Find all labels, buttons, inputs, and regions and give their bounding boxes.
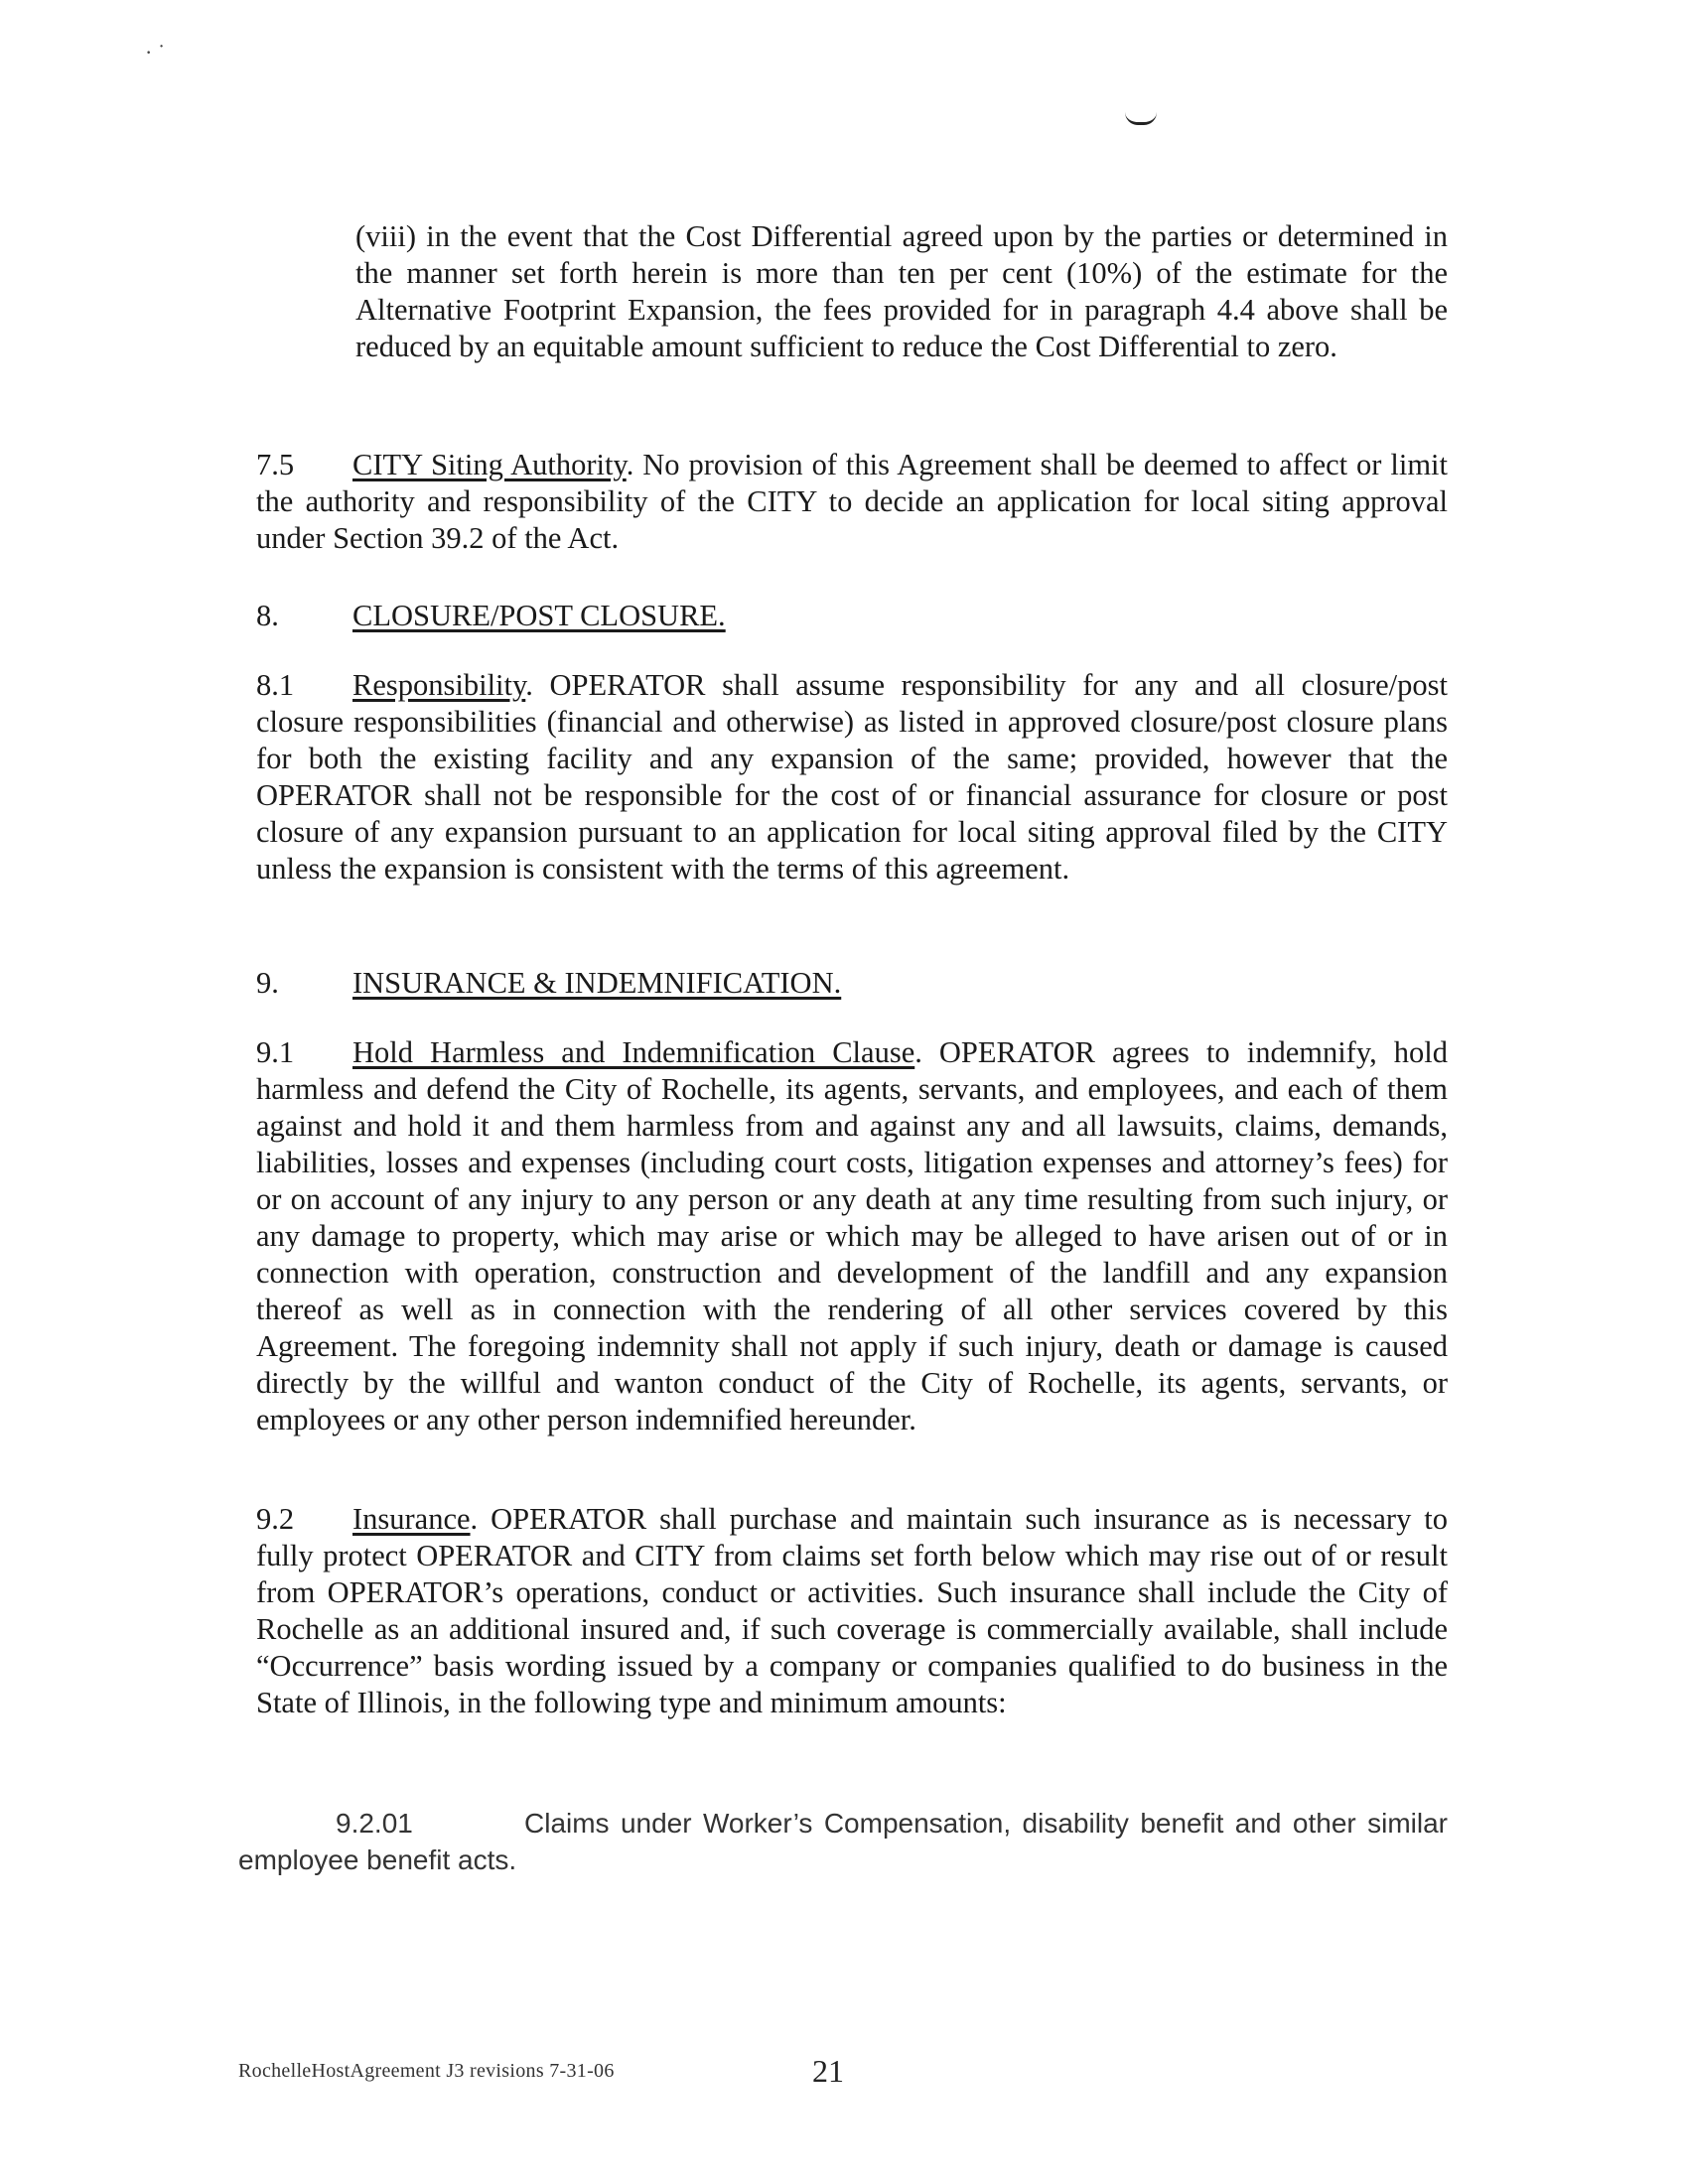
section-number: 9.2.01 (336, 1808, 413, 1839)
section-number: 8.1 (256, 668, 295, 702)
section-body: Claims under Worker’s Compensation, disability benefit and other similar employee benefit acts. (238, 1808, 1448, 1875)
page-number: 21 (812, 2053, 844, 2089)
section-number: 7.5 (256, 448, 295, 481)
section-title: CITY Siting Authority (352, 448, 627, 481)
section-title: CLOSURE/POST CLOSURE. (352, 599, 726, 632)
section-body: . OPERATOR shall purchase and maintain such insurance as is necessary to fully protect OPERATOR and CITY from claims set forth below which may rise out of or result from OPERATOR’s operations, conduct or activities. Such insurance shall include the City of Rochelle as an additional insured and, if such coverage is commercially available, shall include “Occurrence” basis wording issued by a company or companies qualified to do business in the State of Illinois, in the following type and minimum amounts: (256, 1502, 1448, 1719)
section-number: 8. (256, 599, 279, 632)
section-number: 9.2 (256, 1502, 295, 1536)
section-8-heading (256, 598, 1448, 634)
section-number: 9.1 (256, 1035, 295, 1069)
section-title: Responsibility (352, 668, 526, 702)
section-title: Insurance (352, 1502, 471, 1536)
section-9-2 (256, 1501, 1448, 1721)
section-title: INSURANCE & INDEMNIFICATION. (352, 966, 842, 1000)
section-7-5 (256, 447, 1448, 557)
section-9-1 (256, 1034, 1448, 1438)
section-title: Hold Harmless and Indemnification Clause (352, 1035, 915, 1069)
section-body: . OPERATOR agrees to indemnify, hold harmless and defend the City of Rochelle, its agents, servants, and employees, and each of them against and hold it and them harmless from and against any and all lawsuits, claims, demands, liabilities, losses and expenses (including court costs, litigation expenses and attorney’s fees) for or on account of any injury to any person or any death at any time resulting from such injury, or any damage to property, which may arise or which may be alleged to have arisen out of or in connection with operation, construction and development of the landfill and any expansion thereof as well as in connection with the rendering of all other services covered by this Agreement. The foregoing indemnity shall not apply if such injury, death or damage is caused directly by the willful and wanton conduct of the City of Rochelle, its agents, servants, or employees or any other person indemnified hereunder. (256, 1035, 1448, 1436)
section-number: 9. (256, 966, 279, 1000)
footer-file-label: RochelleHostAgreement J3 revisions 7-31-06 (238, 2060, 615, 2082)
section-9-heading (256, 965, 1448, 1002)
section-body: . OPERATOR shall assume responsibility for any and all closure/post closure responsibilities (financial and otherwise) as listed in approved closure/post closure plans for both the existing facility and any expansion of the same; provided, however that the OPERATOR shall not be responsible for the cost of or financial assurance for closure or post closure of any expansion pursuant to an application for local siting approval filed by the CITY unless the expansion is consistent with the terms of this agreement. (256, 668, 1448, 886)
section-body: . No provision of this Agreement shall be deemed to affect or limit the authority and responsibility of the CITY to decide an application for local siting approval under Section 39.2 of the Act. (256, 448, 1448, 555)
paragraph-7-4-viii-text: (viii) in the event that the Cost Differential agreed upon by the parties or determined in the manner set forth herein is more than ten per cent (10%) of the estimate for the Alternative Footprint Expansion, the fees provided for in paragraph 4.4 above shall be reduced by an equitable amount sufficient to reduce the Cost Differential to zero. (355, 219, 1448, 363)
section-8-1 (256, 667, 1448, 887)
section-9-2-01 (238, 1805, 1448, 1878)
scan-speck: · ˙ (145, 40, 166, 65)
paragraph-7-4-viii (355, 218, 1448, 365)
scan-smudge (1125, 112, 1157, 125)
